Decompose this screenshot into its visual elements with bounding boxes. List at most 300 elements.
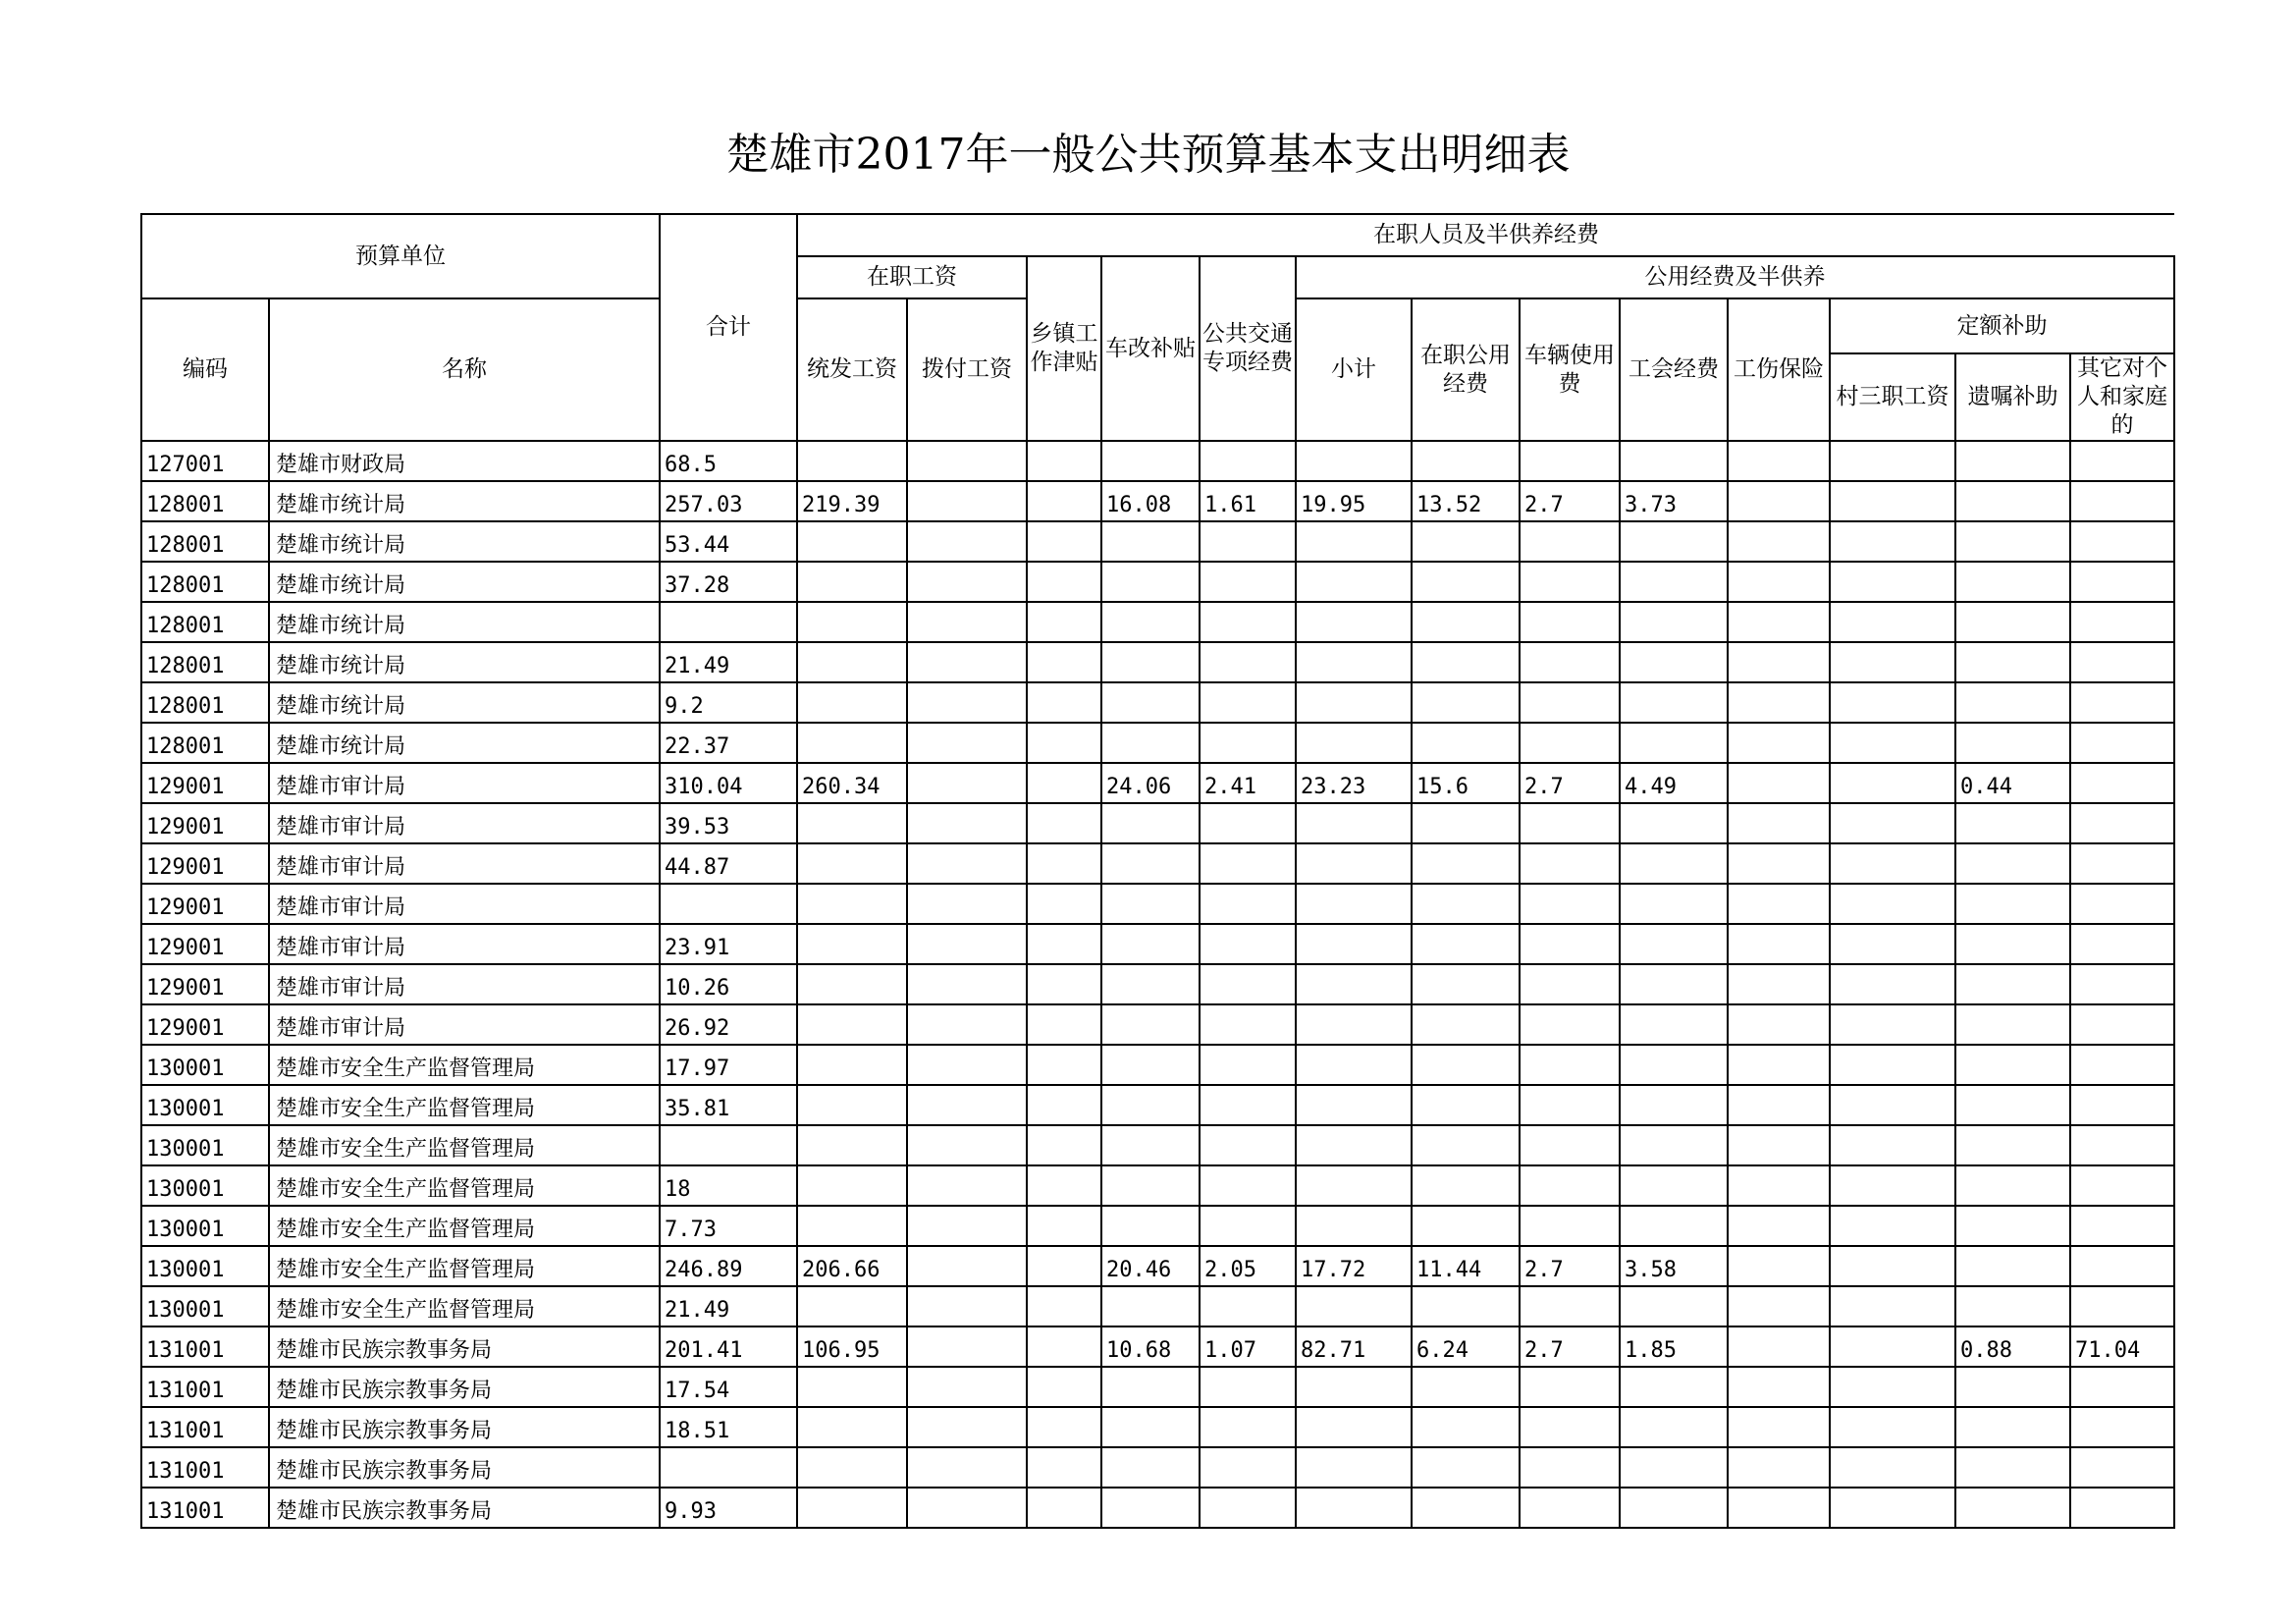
table-row [141,441,2174,481]
cell-vehicle-usage-fee [1520,1004,1620,1045]
header-code: 编码 [141,298,269,441]
cell-unified-wages [797,964,907,1004]
cell-name: 楚雄市安全生产监督管理局 [269,1085,660,1125]
cell-township-allowance [1027,723,1101,763]
cell-union-fee [1620,1447,1728,1488]
cell-allocated-wages [907,1165,1027,1206]
cell-union-fee: 1.85 [1620,1326,1728,1367]
cell-work-injury-insurance [1728,441,1830,481]
header-township-allowance: 乡镇工作津贴 [1027,256,1101,441]
cell-will-subsidy [1955,1246,2070,1286]
cell-township-allowance [1027,843,1101,884]
cell-will-subsidy [1955,602,2070,642]
table-row [141,1447,2174,1488]
cell-subtotal [1296,843,1412,884]
cell-public-transport-fund: 1.07 [1200,1326,1296,1367]
table-body [141,441,2174,1528]
cell-vehicle-reform-subsidy [1101,1206,1200,1246]
cell-township-allowance [1027,1447,1101,1488]
cell-subtotal [1296,1488,1412,1528]
cell-will-subsidy [1955,441,2070,481]
budget-expenditure-table [140,213,2175,1529]
cell-code: 128001 [141,723,269,763]
table-row [141,843,2174,884]
cell-allocated-wages [907,1407,1027,1447]
cell-other-personal-family [2070,1447,2174,1488]
cell-public-transport-fund [1200,843,1296,884]
cell-union-fee [1620,884,1728,924]
cell-other-personal-family [2070,441,2174,481]
cell-total [660,602,797,642]
cell-vehicle-usage-fee [1520,521,1620,562]
cell-will-subsidy [1955,884,2070,924]
cell-public-transport-fund [1200,723,1296,763]
table-row [141,924,2174,964]
cell-township-allowance [1027,1286,1101,1326]
cell-subtotal [1296,562,1412,602]
header-vehicle-usage-fee: 车辆使用费 [1520,298,1620,441]
cell-vehicle-usage-fee [1520,964,1620,1004]
cell-unified-wages [797,441,907,481]
cell-staff-public-funds [1412,602,1520,642]
cell-union-fee [1620,1367,1728,1407]
cell-vehicle-reform-subsidy: 10.68 [1101,1326,1200,1367]
cell-code: 130001 [141,1206,269,1246]
cell-name: 楚雄市审计局 [269,1004,660,1045]
table-row [141,723,2174,763]
cell-allocated-wages [907,682,1027,723]
cell-township-allowance [1027,1326,1101,1367]
cell-village-three-staff-wages [1830,723,1955,763]
table-row [141,884,2174,924]
cell-subtotal [1296,1206,1412,1246]
cell-other-personal-family [2070,481,2174,521]
cell-unified-wages [797,803,907,843]
cell-village-three-staff-wages [1830,562,1955,602]
cell-unified-wages [797,843,907,884]
cell-code: 130001 [141,1246,269,1286]
cell-village-three-staff-wages [1830,1045,1955,1085]
cell-allocated-wages [907,1326,1027,1367]
cell-work-injury-insurance [1728,1246,1830,1286]
cell-staff-public-funds [1412,1488,1520,1528]
cell-township-allowance [1027,682,1101,723]
cell-vehicle-usage-fee [1520,642,1620,682]
cell-code: 128001 [141,521,269,562]
cell-staff-public-funds: 6.24 [1412,1326,1520,1367]
cell-union-fee [1620,1488,1728,1528]
cell-work-injury-insurance [1728,884,1830,924]
cell-total: 7.73 [660,1206,797,1246]
cell-will-subsidy [1955,1367,2070,1407]
table-row [141,481,2174,521]
table-row [141,562,2174,602]
cell-code: 130001 [141,1125,269,1165]
cell-village-three-staff-wages [1830,1326,1955,1367]
cell-code: 128001 [141,602,269,642]
cell-name: 楚雄市民族宗教事务局 [269,1326,660,1367]
cell-work-injury-insurance [1728,1004,1830,1045]
cell-allocated-wages [907,642,1027,682]
cell-total: 44.87 [660,843,797,884]
cell-village-three-staff-wages [1830,1165,1955,1206]
cell-allocated-wages [907,1125,1027,1165]
cell-vehicle-usage-fee [1520,843,1620,884]
cell-union-fee [1620,1045,1728,1085]
cell-code: 129001 [141,884,269,924]
cell-vehicle-usage-fee: 2.7 [1520,1246,1620,1286]
cell-village-three-staff-wages [1830,924,1955,964]
cell-staff-public-funds [1412,521,1520,562]
cell-code: 130001 [141,1085,269,1125]
cell-township-allowance [1027,1125,1101,1165]
cell-code: 129001 [141,843,269,884]
cell-other-personal-family [2070,562,2174,602]
cell-unified-wages [797,1045,907,1085]
cell-unified-wages [797,521,907,562]
cell-subtotal [1296,441,1412,481]
header-total: 合计 [660,214,797,441]
cell-union-fee: 4.49 [1620,763,1728,803]
cell-subtotal [1296,964,1412,1004]
cell-vehicle-reform-subsidy [1101,1165,1200,1206]
header-fixed-subsidy: 定额补助 [1830,298,2174,353]
cell-vehicle-usage-fee [1520,884,1620,924]
cell-union-fee [1620,964,1728,1004]
cell-village-three-staff-wages [1830,1246,1955,1286]
cell-code: 129001 [141,924,269,964]
cell-name: 楚雄市安全生产监督管理局 [269,1246,660,1286]
cell-allocated-wages [907,521,1027,562]
cell-will-subsidy [1955,1045,2070,1085]
page-title: 楚雄市2017年一般公共预算基本支出明细表 [725,130,1571,180]
cell-will-subsidy [1955,1447,2070,1488]
cell-work-injury-insurance [1728,1488,1830,1528]
cell-public-transport-fund [1200,1286,1296,1326]
cell-vehicle-usage-fee [1520,1286,1620,1326]
cell-total: 18.51 [660,1407,797,1447]
cell-public-transport-fund [1200,562,1296,602]
table-row [141,602,2174,642]
cell-village-three-staff-wages [1830,602,1955,642]
cell-work-injury-insurance [1728,1326,1830,1367]
cell-total: 21.49 [660,642,797,682]
cell-allocated-wages [907,1286,1027,1326]
cell-staff-public-funds [1412,1367,1520,1407]
cell-allocated-wages [907,924,1027,964]
cell-staff-public-funds [1412,1165,1520,1206]
cell-township-allowance [1027,441,1101,481]
cell-allocated-wages [907,1488,1027,1528]
cell-vehicle-reform-subsidy [1101,843,1200,884]
cell-total: 9.2 [660,682,797,723]
cell-township-allowance [1027,803,1101,843]
cell-other-personal-family [2070,1206,2174,1246]
cell-will-subsidy [1955,843,2070,884]
cell-total: 22.37 [660,723,797,763]
cell-other-personal-family [2070,763,2174,803]
cell-code: 131001 [141,1326,269,1367]
cell-public-transport-fund [1200,1367,1296,1407]
cell-public-transport-fund [1200,642,1296,682]
cell-allocated-wages [907,964,1027,1004]
cell-code: 128001 [141,642,269,682]
cell-vehicle-reform-subsidy [1101,602,1200,642]
cell-village-three-staff-wages [1830,1286,1955,1326]
cell-township-allowance [1027,1488,1101,1528]
cell-work-injury-insurance [1728,964,1830,1004]
cell-unified-wages: 219.39 [797,481,907,521]
cell-subtotal [1296,1085,1412,1125]
cell-public-transport-fund [1200,1206,1296,1246]
cell-total [660,1125,797,1165]
cell-will-subsidy [1955,1488,2070,1528]
cell-village-three-staff-wages [1830,682,1955,723]
cell-code: 129001 [141,964,269,1004]
cell-public-transport-fund [1200,1045,1296,1085]
cell-village-three-staff-wages [1830,1125,1955,1165]
cell-name: 楚雄市安全生产监督管理局 [269,1125,660,1165]
cell-will-subsidy [1955,481,2070,521]
header-vehicle-reform-subsidy: 车改补贴 [1101,256,1200,441]
cell-unified-wages [797,1447,907,1488]
cell-unified-wages: 206.66 [797,1246,907,1286]
cell-unified-wages: 260.34 [797,763,907,803]
cell-code: 128001 [141,481,269,521]
header-staff-public-funds: 在职公用经费 [1412,298,1520,441]
cell-union-fee [1620,682,1728,723]
cell-name: 楚雄市审计局 [269,803,660,843]
cell-public-transport-fund [1200,521,1296,562]
cell-staff-public-funds [1412,964,1520,1004]
cell-name: 楚雄市统计局 [269,521,660,562]
cell-will-subsidy [1955,803,2070,843]
cell-total: 18 [660,1165,797,1206]
header-staff-wages: 在职工资 [797,256,1027,298]
cell-work-injury-insurance [1728,642,1830,682]
cell-allocated-wages [907,884,1027,924]
cell-other-personal-family [2070,1125,2174,1165]
cell-total: 310.04 [660,763,797,803]
cell-public-transport-fund [1200,803,1296,843]
cell-name: 楚雄市民族宗教事务局 [269,1488,660,1528]
cell-vehicle-usage-fee [1520,1125,1620,1165]
cell-other-personal-family [2070,1045,2174,1085]
cell-total: 9.93 [660,1488,797,1528]
table-row [141,1125,2174,1165]
cell-vehicle-reform-subsidy [1101,803,1200,843]
cell-village-three-staff-wages [1830,481,1955,521]
cell-other-personal-family [2070,682,2174,723]
cell-public-transport-fund [1200,884,1296,924]
cell-vehicle-reform-subsidy [1101,723,1200,763]
cell-allocated-wages [907,843,1027,884]
cell-staff-public-funds [1412,562,1520,602]
cell-will-subsidy [1955,1085,2070,1125]
cell-vehicle-reform-subsidy [1101,642,1200,682]
cell-public-transport-fund [1200,924,1296,964]
cell-staff-public-funds [1412,884,1520,924]
cell-other-personal-family [2070,1165,2174,1206]
cell-public-transport-fund [1200,602,1296,642]
cell-staff-public-funds [1412,1004,1520,1045]
table-header [141,214,2174,441]
cell-vehicle-usage-fee [1520,1045,1620,1085]
table-row [141,1367,2174,1407]
cell-name: 楚雄市统计局 [269,723,660,763]
cell-staff-public-funds [1412,682,1520,723]
cell-unified-wages [797,1286,907,1326]
cell-subtotal: 19.95 [1296,481,1412,521]
cell-total: 39.53 [660,803,797,843]
cell-work-injury-insurance [1728,602,1830,642]
cell-vehicle-reform-subsidy [1101,562,1200,602]
cell-township-allowance [1027,964,1101,1004]
cell-village-three-staff-wages [1830,803,1955,843]
cell-union-fee [1620,843,1728,884]
table-row [141,1165,2174,1206]
header-public-funds-half-support: 公用经费及半供养 [1296,256,2174,298]
cell-subtotal [1296,642,1412,682]
cell-unified-wages [797,682,907,723]
table-row [141,1326,2174,1367]
cell-subtotal [1296,803,1412,843]
cell-work-injury-insurance [1728,1447,1830,1488]
cell-work-injury-insurance [1728,682,1830,723]
cell-code: 131001 [141,1367,269,1407]
cell-public-transport-fund [1200,1004,1296,1045]
cell-will-subsidy [1955,642,2070,682]
cell-subtotal [1296,723,1412,763]
cell-vehicle-usage-fee [1520,924,1620,964]
table-row [141,1004,2174,1045]
cell-code: 130001 [141,1286,269,1326]
header-name: 名称 [269,298,660,441]
cell-work-injury-insurance [1728,1286,1830,1326]
header-work-injury-insurance: 工伤保险 [1728,298,1830,441]
cell-allocated-wages [907,1367,1027,1407]
cell-vehicle-reform-subsidy [1101,1125,1200,1165]
cell-allocated-wages [907,562,1027,602]
cell-name: 楚雄市统计局 [269,602,660,642]
cell-work-injury-insurance [1728,843,1830,884]
cell-work-injury-insurance [1728,1045,1830,1085]
table-row [141,1085,2174,1125]
cell-unified-wages [797,1125,907,1165]
cell-vehicle-reform-subsidy: 16.08 [1101,481,1200,521]
cell-allocated-wages [907,481,1027,521]
cell-name: 楚雄市民族宗教事务局 [269,1367,660,1407]
table-row [141,964,2174,1004]
cell-unified-wages [797,562,907,602]
cell-code: 129001 [141,763,269,803]
cell-work-injury-insurance [1728,1206,1830,1246]
cell-allocated-wages [907,723,1027,763]
table-row [141,1488,2174,1528]
cell-public-transport-fund [1200,682,1296,723]
cell-vehicle-usage-fee [1520,682,1620,723]
cell-township-allowance [1027,602,1101,642]
cell-allocated-wages [907,602,1027,642]
cell-unified-wages [797,723,907,763]
cell-vehicle-reform-subsidy: 24.06 [1101,763,1200,803]
cell-vehicle-usage-fee: 2.7 [1520,763,1620,803]
cell-public-transport-fund [1200,964,1296,1004]
cell-village-three-staff-wages [1830,763,1955,803]
cell-subtotal [1296,602,1412,642]
cell-village-three-staff-wages [1830,1488,1955,1528]
cell-will-subsidy [1955,924,2070,964]
cell-other-personal-family [2070,1407,2174,1447]
cell-vehicle-usage-fee [1520,1488,1620,1528]
cell-township-allowance [1027,1004,1101,1045]
table-row [141,1206,2174,1246]
cell-union-fee [1620,602,1728,642]
cell-name: 楚雄市安全生产监督管理局 [269,1206,660,1246]
cell-will-subsidy [1955,521,2070,562]
cell-vehicle-reform-subsidy [1101,441,1200,481]
cell-vehicle-usage-fee [1520,1447,1620,1488]
cell-name: 楚雄市统计局 [269,562,660,602]
cell-allocated-wages [907,1447,1027,1488]
table-row [141,1045,2174,1085]
cell-name: 楚雄市统计局 [269,682,660,723]
cell-union-fee [1620,1165,1728,1206]
cell-allocated-wages [907,803,1027,843]
cell-village-three-staff-wages [1830,1085,1955,1125]
cell-vehicle-usage-fee [1520,1367,1620,1407]
cell-village-three-staff-wages [1830,1447,1955,1488]
cell-code: 131001 [141,1407,269,1447]
cell-township-allowance [1027,481,1101,521]
cell-other-personal-family [2070,1085,2174,1125]
cell-staff-public-funds [1412,1125,1520,1165]
cell-code: 127001 [141,441,269,481]
cell-township-allowance [1027,1246,1101,1286]
cell-public-transport-fund: 2.41 [1200,763,1296,803]
cell-township-allowance [1027,884,1101,924]
cell-code: 130001 [141,1165,269,1206]
cell-total: 26.92 [660,1004,797,1045]
cell-name: 楚雄市财政局 [269,441,660,481]
cell-staff-public-funds [1412,1085,1520,1125]
cell-union-fee [1620,1206,1728,1246]
cell-vehicle-reform-subsidy [1101,884,1200,924]
table-row [141,642,2174,682]
cell-name: 楚雄市安全生产监督管理局 [269,1165,660,1206]
table-row [141,803,2174,843]
cell-total: 10.26 [660,964,797,1004]
cell-total: 257.03 [660,481,797,521]
cell-allocated-wages [907,1045,1027,1085]
cell-allocated-wages [907,1206,1027,1246]
header-staff-and-half-support: 在职人员及半供养经费 [797,214,2174,256]
header-other-personal-family: 其它对个人和家庭的 [2070,353,2174,441]
cell-vehicle-reform-subsidy [1101,1488,1200,1528]
cell-other-personal-family [2070,803,2174,843]
cell-other-personal-family: 71.04 [2070,1326,2174,1367]
cell-subtotal [1296,1286,1412,1326]
cell-union-fee: 3.58 [1620,1246,1728,1286]
cell-village-three-staff-wages [1830,843,1955,884]
cell-other-personal-family [2070,964,2174,1004]
cell-work-injury-insurance [1728,562,1830,602]
table-row [141,1286,2174,1326]
cell-staff-public-funds [1412,924,1520,964]
cell-subtotal [1296,1407,1412,1447]
cell-staff-public-funds [1412,1206,1520,1246]
cell-name: 楚雄市审计局 [269,884,660,924]
